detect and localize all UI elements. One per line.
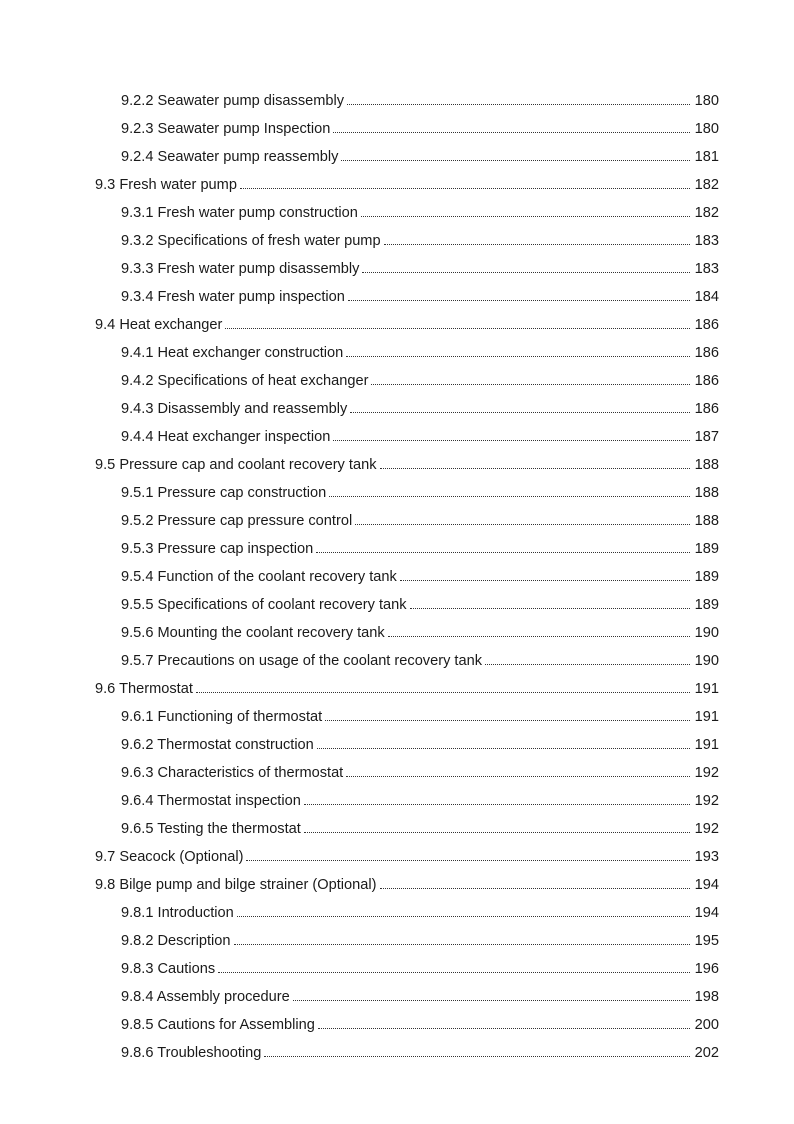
toc-dot-leader bbox=[361, 216, 690, 217]
toc-subsection-entry[interactable] bbox=[0, 759, 794, 787]
toc-page-number: 190 bbox=[694, 653, 719, 669]
toc-dot-leader bbox=[304, 832, 690, 833]
toc-dot-leader bbox=[237, 916, 690, 917]
toc-entry-title: 9.8.1 Introduction bbox=[121, 905, 234, 921]
toc-page-number: 188 bbox=[694, 457, 719, 473]
toc-entry-title: 9.5.7 Precautions on usage of the coolant recovery tank bbox=[121, 653, 483, 669]
toc-page-number: 182 bbox=[694, 205, 719, 221]
toc-subsection-entry[interactable] bbox=[0, 899, 794, 927]
toc-entry-title: 9.8.4 Assembly procedure bbox=[121, 989, 290, 1005]
toc-subsection-entry[interactable] bbox=[0, 815, 794, 843]
toc-dot-leader bbox=[380, 888, 691, 889]
toc-entry-title: 9.2.4 Seawater pump reassembly bbox=[121, 149, 339, 165]
toc-dot-leader bbox=[333, 132, 690, 133]
toc-dot-leader bbox=[371, 384, 690, 385]
toc-subsection-entry[interactable] bbox=[0, 339, 794, 367]
toc-section-entry[interactable] bbox=[0, 451, 794, 479]
toc-page-number: 183 bbox=[694, 233, 719, 249]
toc-subsection-entry[interactable] bbox=[0, 927, 794, 955]
toc-subsection-entry[interactable] bbox=[0, 703, 794, 731]
toc-dot-leader bbox=[333, 440, 690, 441]
toc-page-number: 188 bbox=[694, 513, 719, 529]
toc-page-number: 186 bbox=[694, 345, 719, 361]
toc-subsection-entry[interactable] bbox=[0, 199, 794, 227]
toc-dot-leader bbox=[362, 272, 690, 273]
toc-subsection-entry[interactable] bbox=[0, 395, 794, 423]
toc-dot-leader bbox=[329, 496, 690, 497]
toc-entry-title: 9.2.3 Seawater pump Inspection bbox=[121, 121, 331, 137]
toc-subsection-entry[interactable] bbox=[0, 1011, 794, 1039]
toc-dot-leader bbox=[196, 692, 690, 693]
toc-entry-title: 9.6.3 Characteristics of thermostat bbox=[121, 765, 344, 781]
toc-dot-leader bbox=[246, 860, 690, 861]
toc-entry-title: 9.8.6 Troubleshooting bbox=[121, 1045, 262, 1061]
toc-dot-leader bbox=[325, 720, 690, 721]
toc-entry-title: 9.4.3 Disassembly and reassembly bbox=[121, 401, 348, 417]
toc-dot-leader bbox=[304, 804, 690, 805]
toc-dot-leader bbox=[225, 328, 690, 329]
toc-page-number: 187 bbox=[694, 429, 719, 445]
toc-entry-title: 9.4.2 Specifications of heat exchanger bbox=[121, 373, 369, 389]
toc-page-number: 186 bbox=[694, 401, 719, 417]
toc-page-number: 195 bbox=[694, 933, 719, 949]
toc-subsection-entry[interactable] bbox=[0, 955, 794, 983]
toc-entry-title: 9.4.1 Heat exchanger construction bbox=[121, 345, 344, 361]
toc-subsection-entry[interactable] bbox=[0, 983, 794, 1011]
toc-subsection-entry[interactable] bbox=[0, 255, 794, 283]
toc-page-number: 188 bbox=[694, 485, 719, 501]
toc-subsection-entry[interactable] bbox=[0, 227, 794, 255]
toc-entry-title: 9.8.2 Description bbox=[121, 933, 231, 949]
toc-page-number: 189 bbox=[694, 597, 719, 613]
toc-entry-title: 9.4.4 Heat exchanger inspection bbox=[121, 429, 331, 445]
toc-subsection-entry[interactable] bbox=[0, 1039, 794, 1067]
toc-subsection-entry[interactable] bbox=[0, 283, 794, 311]
toc-dot-leader bbox=[380, 468, 691, 469]
toc-entry-title: 9.5.3 Pressure cap inspection bbox=[121, 541, 314, 557]
toc-entry-title: 9.6.2 Thermostat construction bbox=[121, 737, 314, 753]
toc-dot-leader bbox=[234, 944, 690, 945]
toc-dot-leader bbox=[410, 608, 690, 609]
toc-entry-title: 9.8 Bilge pump and bilge strainer (Optional) bbox=[95, 877, 377, 893]
toc-page-number: 194 bbox=[694, 877, 719, 893]
toc-subsection-entry[interactable] bbox=[0, 619, 794, 647]
toc-page-number: 189 bbox=[694, 541, 719, 557]
toc-dot-leader bbox=[485, 664, 690, 665]
toc-section-entry[interactable] bbox=[0, 171, 794, 199]
toc-page-number: 180 bbox=[694, 121, 719, 137]
toc-entry-title: 9.8.5 Cautions for Assembling bbox=[121, 1017, 315, 1033]
toc-entry-title: 9.5 Pressure cap and coolant recovery tank bbox=[95, 457, 377, 473]
toc-page-number: 183 bbox=[694, 261, 719, 277]
toc-dot-leader bbox=[293, 1000, 690, 1001]
toc-page-number: 198 bbox=[694, 989, 719, 1005]
toc-page-number: 190 bbox=[694, 625, 719, 641]
toc-section-entry[interactable] bbox=[0, 311, 794, 339]
toc-entry-title: 9.5.5 Specifications of coolant recovery tank bbox=[121, 597, 407, 613]
toc-page-number: 192 bbox=[694, 765, 719, 781]
toc-entry-title: 9.5.2 Pressure cap pressure control bbox=[121, 513, 353, 529]
toc-dot-leader bbox=[384, 244, 690, 245]
toc-entry-title: 9.3.3 Fresh water pump disassembly bbox=[121, 261, 360, 277]
toc-page-number: 202 bbox=[694, 1045, 719, 1061]
toc-subsection-entry[interactable] bbox=[0, 563, 794, 591]
toc-dot-leader bbox=[346, 356, 690, 357]
toc-entry-title: 9.5.4 Function of the coolant recovery tank bbox=[121, 569, 397, 585]
toc-page-number: 192 bbox=[694, 821, 719, 837]
toc-entry-title: 9.3.1 Fresh water pump construction bbox=[121, 205, 358, 221]
toc-subsection-entry[interactable] bbox=[0, 143, 794, 171]
toc-page-number: 193 bbox=[694, 849, 719, 865]
toc-dot-leader bbox=[318, 1028, 690, 1029]
toc-subsection-entry[interactable] bbox=[0, 647, 794, 675]
toc-subsection-entry[interactable] bbox=[0, 367, 794, 395]
toc-entry-title: 9.3.4 Fresh water pump inspection bbox=[121, 289, 345, 305]
toc-dot-leader bbox=[316, 552, 690, 553]
toc-page-number: 200 bbox=[694, 1017, 719, 1033]
toc-subsection-entry[interactable] bbox=[0, 787, 794, 815]
toc-subsection-entry[interactable] bbox=[0, 115, 794, 143]
toc-dot-leader bbox=[350, 412, 690, 413]
toc-dot-leader bbox=[317, 748, 690, 749]
toc-dot-leader bbox=[388, 636, 690, 637]
toc-page-number: 192 bbox=[694, 793, 719, 809]
toc-dot-leader bbox=[341, 160, 690, 161]
table-of-contents bbox=[0, 87, 794, 1067]
toc-dot-leader bbox=[240, 188, 690, 189]
toc-page-number: 191 bbox=[694, 737, 719, 753]
toc-entry-title: 9.8.3 Cautions bbox=[121, 961, 216, 977]
toc-dot-leader bbox=[355, 524, 690, 525]
toc-subsection-entry[interactable] bbox=[0, 87, 794, 115]
toc-page-number: 191 bbox=[694, 681, 719, 697]
toc-dot-leader bbox=[218, 972, 690, 973]
toc-entry-title: 9.5.1 Pressure cap construction bbox=[121, 485, 327, 501]
toc-page-number: 189 bbox=[694, 569, 719, 585]
toc-page-number: 182 bbox=[694, 177, 719, 193]
toc-entry-title: 9.6.4 Thermostat inspection bbox=[121, 793, 301, 809]
toc-page-number: 191 bbox=[694, 709, 719, 725]
toc-subsection-entry[interactable] bbox=[0, 591, 794, 619]
toc-subsection-entry[interactable] bbox=[0, 731, 794, 759]
toc-dot-leader bbox=[348, 300, 690, 301]
toc-section-entry[interactable] bbox=[0, 871, 794, 899]
toc-entry-title: 9.3 Fresh water pump bbox=[95, 177, 237, 193]
toc-dot-leader bbox=[264, 1056, 690, 1057]
toc-entry-title: 9.3.2 Specifications of fresh water pump bbox=[121, 233, 381, 249]
toc-dot-leader bbox=[346, 776, 690, 777]
toc-subsection-entry[interactable] bbox=[0, 507, 794, 535]
toc-page-number: 196 bbox=[694, 961, 719, 977]
toc-entry-title: 9.5.6 Mounting the coolant recovery tank bbox=[121, 625, 385, 641]
toc-entry-title: 9.6 Thermostat bbox=[95, 681, 193, 697]
toc-entry-title: 9.6.1 Functioning of thermostat bbox=[121, 709, 323, 725]
toc-entry-title: 9.7 Seacock (Optional) bbox=[95, 849, 244, 865]
toc-section-entry[interactable] bbox=[0, 675, 794, 703]
toc-dot-leader bbox=[347, 104, 690, 105]
toc-section-entry[interactable] bbox=[0, 843, 794, 871]
toc-subsection-entry[interactable] bbox=[0, 479, 794, 507]
toc-page-number: 181 bbox=[694, 149, 719, 165]
toc-page-number: 180 bbox=[694, 93, 719, 109]
toc-page-number: 194 bbox=[694, 905, 719, 921]
toc-page-number: 186 bbox=[694, 317, 719, 333]
toc-subsection-entry[interactable] bbox=[0, 423, 794, 451]
toc-entry-title: 9.6.5 Testing the thermostat bbox=[121, 821, 301, 837]
toc-page-number: 186 bbox=[694, 373, 719, 389]
toc-entry-title: 9.2.2 Seawater pump disassembly bbox=[121, 93, 345, 109]
toc-entry-title: 9.4 Heat exchanger bbox=[95, 317, 223, 333]
toc-subsection-entry[interactable] bbox=[0, 535, 794, 563]
toc-dot-leader bbox=[400, 580, 690, 581]
toc-page-number: 184 bbox=[694, 289, 719, 305]
